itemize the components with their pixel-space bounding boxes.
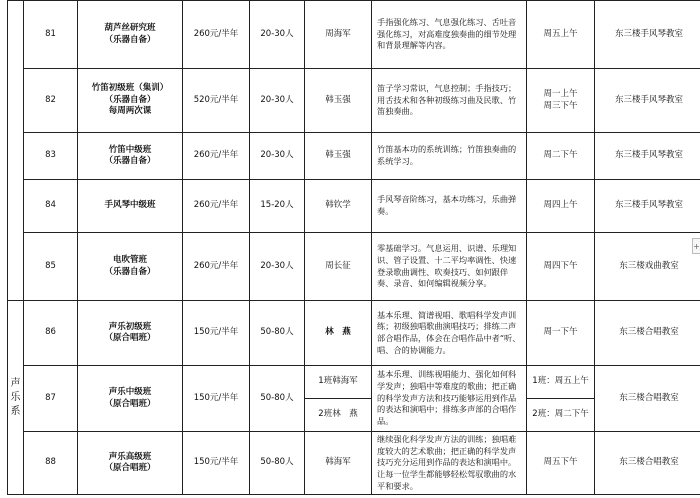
- course-fee: 520元/半年: [183, 69, 250, 133]
- time-line: 周一上午: [543, 89, 578, 100]
- table-row: [8, 233, 700, 301]
- course-name-line: （原合唱班）: [104, 333, 156, 343]
- class-time: [527, 133, 595, 180]
- department-cell: [8, 301, 24, 495]
- course-name-line: （乐器自备）: [104, 156, 156, 166]
- course-name-line: （原合唱班）: [104, 463, 156, 474]
- course-fee: 260元/半年: [183, 233, 250, 301]
- course-name-line: 竹笛初级班（集训）: [91, 83, 169, 94]
- course-description: 笛子学习常识，气息控制；手指技巧；用舌技术和各种初级练习曲及民歌、竹笛独奏曲。: [372, 69, 527, 133]
- course-number: 81: [24, 1, 78, 69]
- course-name: [78, 69, 183, 133]
- teacher-name: 韩钦学: [305, 180, 372, 233]
- course-name-line: 声乐初级班: [108, 321, 152, 332]
- classroom: 东三楼手风琴教室: [595, 180, 700, 233]
- course-name: [78, 233, 183, 301]
- course-name-line: 每周两次课: [108, 106, 152, 117]
- class-size: 15-20人: [250, 180, 305, 233]
- course-name: [78, 301, 183, 366]
- course-number: 85: [24, 233, 78, 301]
- classroom: 东三楼合唱教室: [595, 432, 700, 495]
- course-name-line: （乐器自备）: [104, 94, 156, 105]
- class-size: 20-30人: [250, 133, 305, 180]
- class-time: [527, 69, 595, 133]
- course-name-line: （乐器自备）: [104, 34, 156, 45]
- class-size: 50-80人: [250, 432, 305, 495]
- course-fee: 260元/半年: [183, 1, 250, 69]
- teacher-class-1: 1班韩海军: [318, 376, 358, 387]
- teacher-name: 林 燕: [305, 301, 372, 366]
- table-row: [8, 180, 700, 233]
- time-line: 周五上午: [543, 28, 578, 39]
- time-line: 周五下午: [543, 457, 578, 468]
- course-name: [78, 432, 183, 495]
- class-time: [527, 1, 595, 69]
- teacher-split-cell: [305, 366, 372, 432]
- class-time: [527, 180, 595, 233]
- course-description: 竹笛基本功的系统训练；竹笛独奏曲的系统学习。: [372, 133, 527, 180]
- course-description: 基本乐理、训练视唱能力、强化如何科学发声；独唱中等难度的歌曲；把正确的科学发声方法和技巧能够运用到作品的表达和演唱中；排练多声部的合唱作品。: [372, 366, 527, 432]
- time-split-cell: [527, 366, 595, 432]
- course-number: 84: [24, 180, 78, 233]
- classroom: 东三楼手风琴教室: [595, 133, 700, 180]
- course-fee: 150元/半年: [183, 301, 250, 366]
- teacher-name: 周长征: [305, 233, 372, 301]
- class-time: [527, 432, 595, 495]
- department-label: 声乐系: [10, 377, 22, 417]
- course-schedule-table: [7, 0, 700, 495]
- course-name: [78, 366, 183, 432]
- course-name: [78, 133, 183, 180]
- course-number: 82: [24, 69, 78, 133]
- table-row: [8, 1, 700, 69]
- course-description: 基本乐理、简谱视唱、歌唱科学发声训练；初级独唱歌曲演唱技巧；排练二声部合唱作品，体会在合唱作品中者“听、唱、合的协调能力。: [372, 301, 527, 366]
- class-time: [527, 301, 595, 366]
- course-description: 继续强化科学发声方法的训练；独唱难度较大的艺术歌曲；把正确的科学发声技巧充分运用到作品的表达和演唱中。让每一位学生都能够轻松驾驭歌曲的水平和要求。: [372, 432, 527, 495]
- dept-cell-empty: [8, 1, 24, 301]
- course-name-line: 葫芦丝研究班: [104, 23, 156, 34]
- teacher-class-2: 2班林 燕: [305, 398, 371, 431]
- class-size: 20-30人: [250, 233, 305, 301]
- course-fee: 150元/半年: [183, 432, 250, 495]
- class-size: 20-30人: [250, 1, 305, 69]
- course-name: [78, 180, 183, 233]
- class-size: 50-80人: [250, 366, 305, 432]
- teacher-name: 周海军: [305, 1, 372, 69]
- course-name-line: 声乐中级班: [108, 387, 152, 398]
- class-time: [527, 233, 595, 301]
- teacher-name: 韩玉强: [305, 69, 372, 133]
- table-row: [8, 133, 700, 180]
- course-number: 83: [24, 133, 78, 180]
- classroom: 东三楼手风琴教室: [595, 1, 700, 69]
- time-class-1: 1班：周五上午: [532, 376, 589, 387]
- table-row: [8, 301, 700, 366]
- course-name-line: （乐器自备）: [104, 266, 156, 277]
- course-number: 86: [24, 301, 78, 366]
- course-number: 88: [24, 432, 78, 495]
- course-fee: 260元/半年: [183, 180, 250, 233]
- course-fee: 150元/半年: [183, 366, 250, 432]
- classroom: 东三楼手风琴教室: [595, 69, 700, 133]
- teacher-name: 韩海军: [305, 432, 372, 495]
- time-line: 周一下午: [543, 327, 578, 338]
- time-line: 周三下午: [543, 100, 578, 111]
- time-class-2: 2班：周二下午: [527, 398, 594, 431]
- course-description: 零基础学习。气息运用、识谱、乐理知识、管子设置、十二平均率调性、快速登录歌曲调性、吹奏技巧、如何跟伴奏、录音、如何编辑视频分享。: [372, 233, 527, 301]
- table-row: [8, 432, 700, 495]
- course-description: 手风琴音阶练习，基本功练习，乐曲弹奏。: [372, 180, 527, 233]
- table-row: [8, 69, 700, 133]
- expand-icon[interactable]: +: [692, 238, 700, 254]
- course-number: 87: [24, 366, 78, 432]
- time-line: 周二下午: [543, 150, 578, 161]
- course-name-line: （原合唱班）: [104, 398, 156, 409]
- table-row: [8, 366, 700, 432]
- course-name-line: 电吹管班: [112, 255, 147, 266]
- time-line: 周四下午: [543, 260, 578, 271]
- course-name: [78, 1, 183, 69]
- course-description: 手指强化练习、气息强化练习、舌吐音强化练习，对高难度独奏曲的细节处理和背景理解等内容。: [372, 1, 527, 69]
- course-name-line: 声乐高级班: [108, 451, 152, 462]
- class-size: 50-80人: [250, 301, 305, 366]
- classroom: 东三楼合唱教室: [595, 366, 700, 432]
- classroom: 东三楼合唱教室: [595, 301, 700, 366]
- teacher-name: 韩玉强: [305, 133, 372, 180]
- course-table-container: [7, 0, 683, 498]
- time-line: 周四上午: [543, 200, 578, 211]
- class-size: 20-30人: [250, 69, 305, 133]
- course-name-line: 竹笛中级班: [108, 144, 152, 155]
- classroom: 东三楼戏曲教室: [595, 233, 700, 301]
- course-name-line: 手风琴中级班: [104, 200, 156, 211]
- course-fee: 260元/半年: [183, 133, 250, 180]
